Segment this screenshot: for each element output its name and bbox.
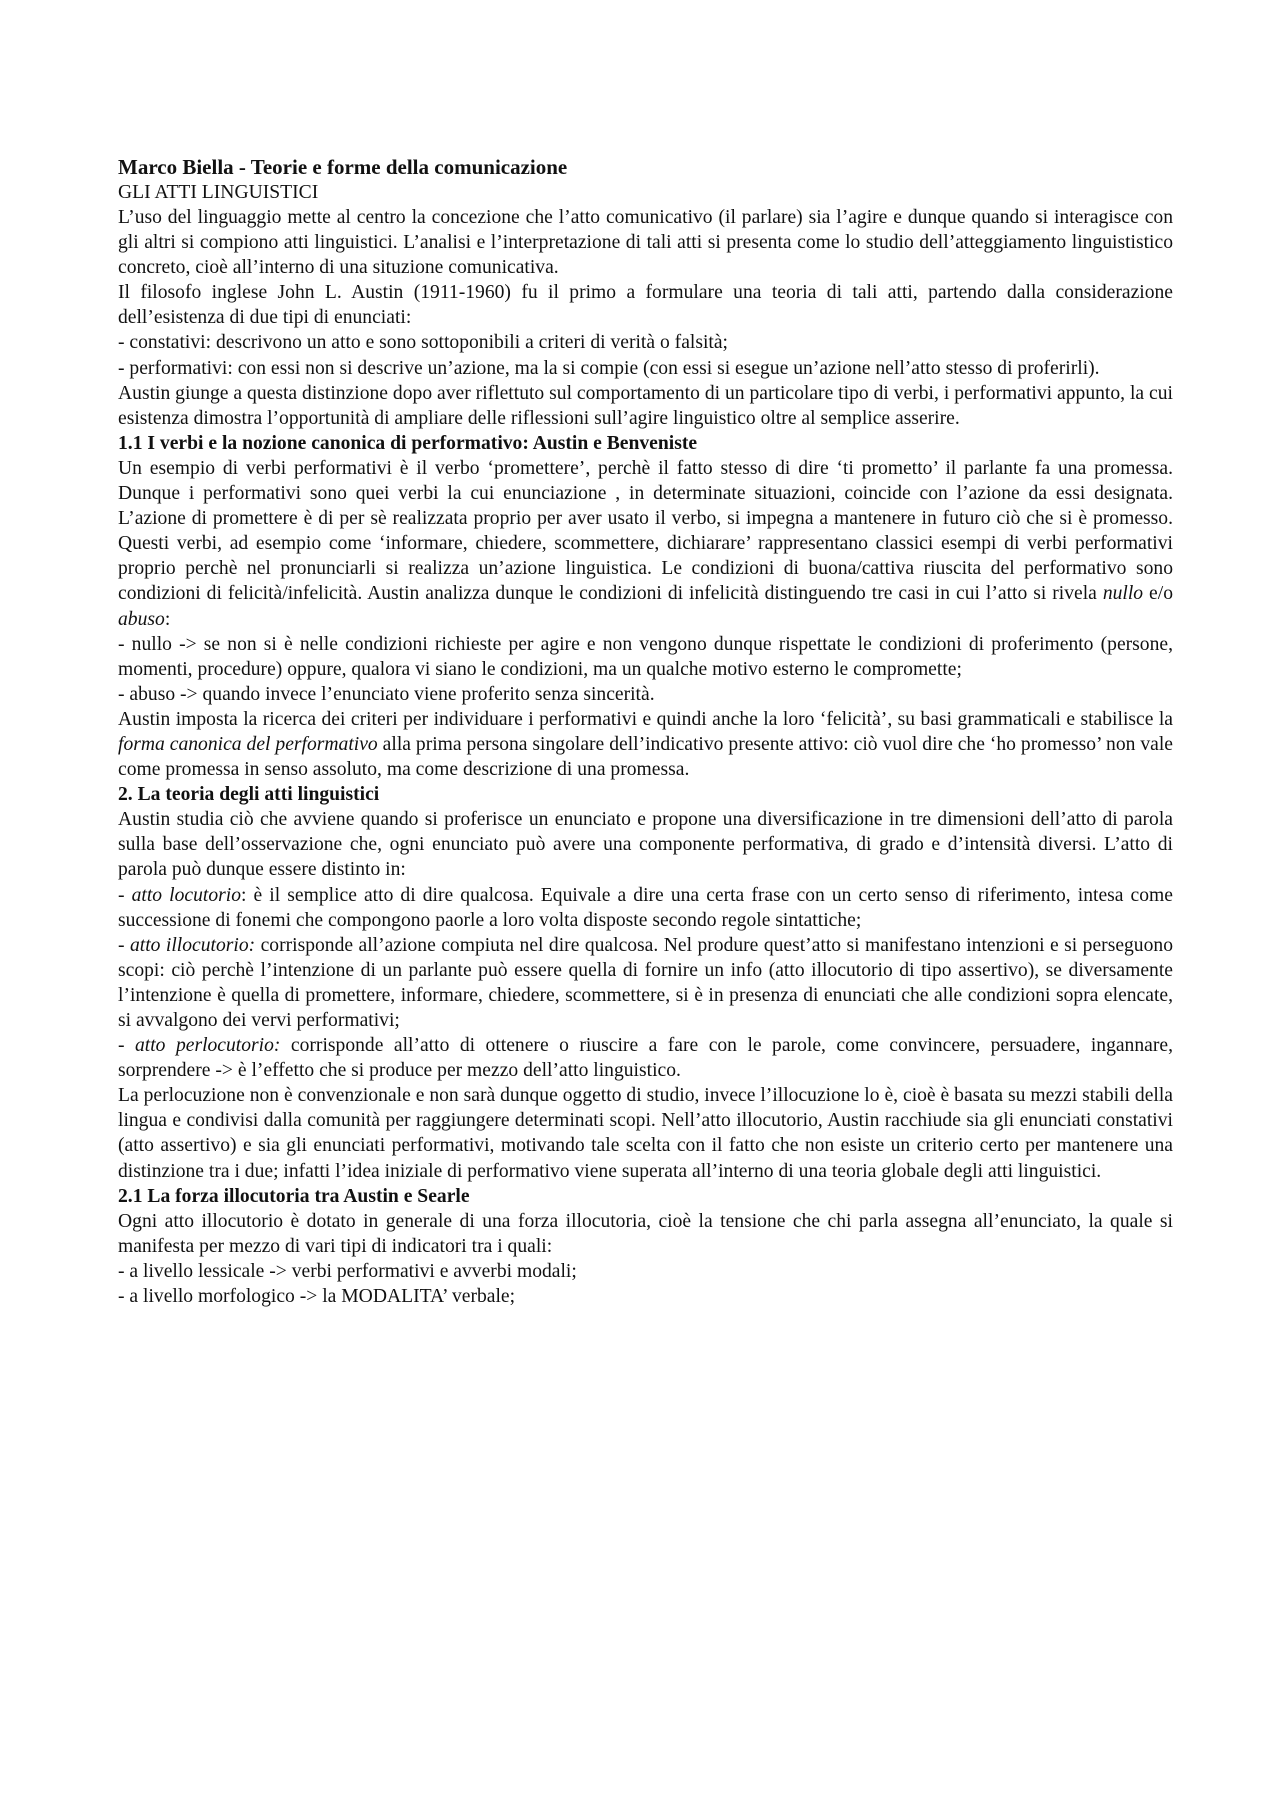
list-item-constativi: - constativi: descrivono un atto e sono sottoponibili a criteri di verità o falsità; [118,332,728,354]
term-atto-locutorio: atto locutorio [131,884,242,906]
section-1-1-paragraph-forma: Austin imposta la ricerca dei criteri per individuare i performativi e quindi anche la loro ‘felicità’, su basi grammaticali e stabilisce la forma canonica del performativo alla prima persona singolare dell’indicativo presente attivo: ciò vuol dire che ‘ho promesso’ non vale come promessa in senso assoluto, ma come descrizione di una promessa. [118,708,1173,781]
list-item-abuso: - abuso -> quando invece l’enunciato viene proferito senza sincerità. [118,683,655,705]
list-item-morfologico: - a livello morfologico -> la MODALITA’ verbale; [118,1286,516,1308]
term-abuso: abuso [118,608,165,630]
section-heading-2: 2. La teoria degli atti linguistici [118,784,380,806]
document-title: Marco Biella - Teorie e forme della comunicazione [118,155,568,179]
section-2-paragraph-perlocuzione: La perlocuzione non è convenzionale e non sarà dunque oggetto di studio, invece l’illocuzione lo è, cioè è basata su mezzi stabili della lingua e condivisi dalla comunità per raggiungere determinati scopi. Nell’atto illocutorio, Austin racchiude sia gli enunciati constativi (atto assertivo) e sia gli enunciati performativi, motivando tale scelta con il fatto che non esiste un criterio certo per mantenere una distinzione tra i due; infatti l’idea iniziale di performativo viene superata all’interno di una teoria globale degli atti linguistici. [118,1085,1173,1182]
chapter-title: GLI ATTI LINGUISTICI [118,182,319,203]
list-item-lessicale: - a livello lessicale -> verbi performativi e avverbi modali; [118,1260,577,1282]
list-item-atto-locutorio: - atto locutorio: è il semplice atto di dire qualcosa. Equivale a dire una certa frase con un certo senso di riferimento, intesa come successione di fonemi che compongono paorle a loro volta disposte secondo regole sintattiche; [118,884,1173,931]
term-forma-canonica: forma canonica del performativo [118,733,378,755]
document-page [118,154,1173,1309]
term-atto-illocutorio: atto illocutorio: [129,934,256,956]
list-item-atto-illocutorio: - atto illocutorio: corrisponde all’azione compiuta nel dire qualcosa. Nel produre quest’atto si manifestano intenzioni e si perseguono scopi: ciò perchè l’intenzione di un parlante può essere quella di fornire un info (atto illocutorio di tipo assertivo), se diversamente l’intenzione è quella di promettere, informare, chiedere, scommettere, si è in presenza di enunciati che alle condizioni sopra elencate, si avvalgono dei vervi performativi; [118,934,1173,1031]
section-heading-1-1: 1.1 I verbi e la nozione canonica di performativo: Austin e Benveniste [118,432,698,454]
section-heading-2-1: 2.1 La forza illocutoria tra Austin e Searle [118,1185,470,1207]
list-item-nullo: - nullo -> se non si è nelle condizioni richieste per agire e non vengono dunque rispettate le condizioni di proferimento (persone, momenti, procedure) oppure, qualora vi siano le condizioni, ma un qualche motivo esterno le compromette; [118,633,1173,680]
term-atto-perlocutorio: atto perlocutorio: [135,1035,281,1057]
section-1-1-paragraph: Un esempio di verbi performativi è il verbo ‘promettere’, perchè il fatto stesso di dire ‘ti prometto’ il parlante fa una promessa. Dunque i performativi sono quei verbi la cui enunciazione , in determinate situazioni, coincide con l’azione da essi designata. L’azione di promettere è di per sè realizzata proprio per aver usato il verbo, si impegna a mantenere in futuro ciò che si è promesso. Questi verbi, ad esempio come ‘informare, chiedere, scommettere, dichiarare’ rappresentano classici esempi di verbi performativi proprio perchè nel pronunciarli si realizza un’azione linguistica. Le condizioni di buona/cattiva riuscita del performativo sono condizioni di felicità/infelicità. Austin analizza dunque le condizioni di infelicità distinguendo tre casi in cui l’atto si rivela nullo e/o abuso: [118,457,1173,630]
list-item-atto-perlocutorio: - atto perlocutorio: corrisponde all’atto di ottenere o riuscire a fare con le parole, come convincere, persuadere, ingannare, sorprendere -> è l’effetto che si produce per mezzo dell’atto linguistico. [118,1035,1173,1082]
intro-paragraph: L’uso del linguaggio mette al centro la concezione che l’atto comunicativo (il parlare) sia l’agire e dunque quando si interagisce con gli altri si compiono atti linguistici. L’analisi e l’interpretazione di tali atti si presenta come lo studio dell’atteggiamento linguististico concreto, cioè all’interno di una situzione comunicativa. [118,207,1173,279]
term-nullo: nullo [1102,583,1144,605]
section-2-paragraph: Austin studia ciò che avviene quando si proferisce un enunciato e propone una diversificazione in tre dimensioni dell’atto di parola sulla base dell’osservazione che, ogni enunciato può avere una componente performativa, di grado e d’intensità diversi. L’atto di parola può dunque essere distinto in: [118,809,1173,881]
intro-paragraph-distinzione: Austin giunge a questa distinzione dopo aver riflettuto sul comportamento di un particolare tipo di verbi, i performativi appunto, la cui esistenza dimostra l’opportunità di ampliare delle riflessioni sull’agire linguistico oltre al semplice asserire. [118,382,1173,429]
list-item-performativi: - performativi: con essi non si descrive un’azione, ma la si compie (con essi si esegue un’azione nell’atto stesso di proferirli). [118,357,1100,379]
section-2-1-paragraph: Ogni atto illocutorio è dotato in generale di una forza illocutoria, cioè la tensione che chi parla assegna all’enunciato, la quale si manifesta per mezzo di vari tipi di indicatori tra i quali: [118,1210,1173,1257]
intro-paragraph-austin: Il filosofo inglese John L. Austin (1911-1960) fu il primo a formulare una teoria di tali atti, partendo dalla considerazione dell’esistenza di due tipi di enunciati: [118,282,1173,329]
